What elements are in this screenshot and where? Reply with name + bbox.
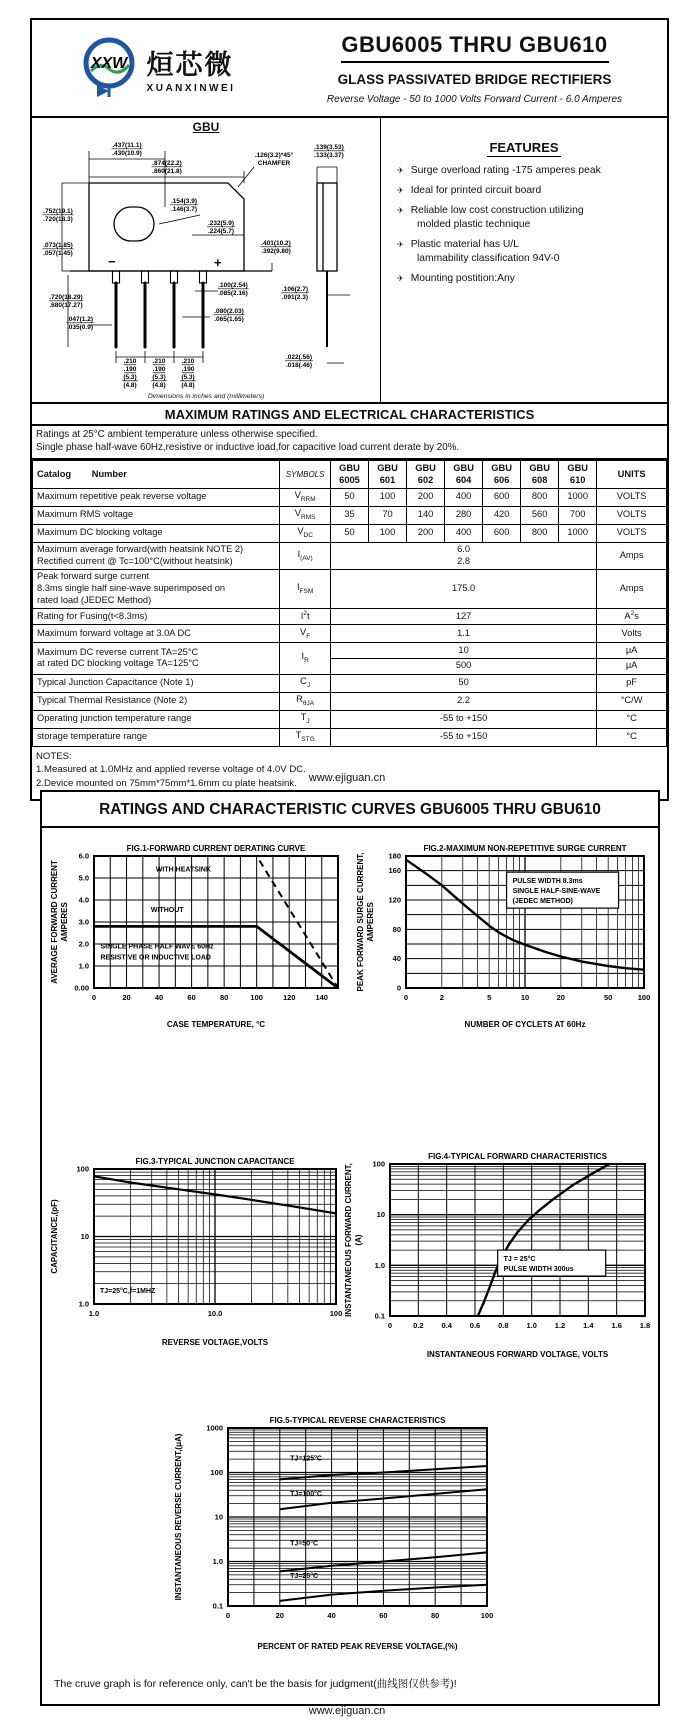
dimension-label: (4.8): [123, 382, 137, 389]
table-cell: Rating for Fusing(t<8.3ms): [33, 608, 280, 625]
table-cell: $V_{DC}$: [280, 524, 331, 542]
dimension-label: (4.8): [181, 382, 195, 389]
table-cell: 200: [407, 488, 445, 506]
chart-text: PULSE WIDTH 300us: [503, 1266, 574, 1274]
chart-text: 6.0: [78, 851, 89, 861]
table-cell: 1.1: [330, 625, 596, 643]
ratings-section-title: MAXIMUM RATINGS AND ELECTRICAL CHARACTERISTICS: [32, 404, 667, 426]
fig3-junction-capacitance-chart: [48, 1155, 348, 1355]
table-cell: Maximum repetitive peak reverse voltage: [33, 488, 280, 506]
dimension-label: .154(3.9): [170, 198, 198, 205]
dimension-label: .073(1.85): [43, 242, 73, 249]
table-cell: Catalog Number: [33, 461, 280, 488]
chart-text: 0: [403, 993, 409, 1002]
chart-text: 0.8: [498, 1321, 509, 1330]
table-cell: Maximum forward voltage at 3.0A DC: [33, 625, 280, 643]
chart-text: TJ=100°C: [290, 1490, 322, 1498]
table-cell: $I_{FSM}$: [280, 569, 331, 608]
features-list: [381, 165, 667, 284]
chart-text: 5.0: [78, 873, 89, 883]
table-cell: 400: [445, 488, 483, 506]
datasheet-page-2: [40, 790, 660, 1706]
dimension-label: CHAMFER: [257, 160, 291, 167]
chart-text: TJ=50°C: [290, 1540, 319, 1548]
chart-text: NUMBER OF CYCLETS AT 60Hz: [464, 1020, 586, 1029]
table-cell: -55 to +150: [330, 710, 596, 728]
dimension-label: .401(10.2): [261, 240, 291, 247]
fig4-forward-characteristics-chart: [342, 1150, 657, 1367]
chart-text: 80: [392, 924, 401, 934]
note-line: 2.Device mounted on 75mm*75mm*1.6mm cu plate heatsink.: [36, 778, 297, 790]
chart-text: 1.0: [78, 961, 89, 971]
dimension-label: .720(18.3): [43, 216, 73, 223]
table-row: [33, 506, 667, 524]
chart-text: SINGLE HALF-SINE-WAVE: [512, 888, 601, 896]
table-cell: GBU 602: [407, 461, 445, 488]
table-cell: VOLTS: [597, 488, 667, 506]
chart-text: AMPERES: [366, 902, 375, 942]
chart-text: 80: [219, 993, 229, 1002]
chart-text: (A): [354, 1234, 363, 1246]
dimension-label: .210: [152, 358, 166, 365]
table-cell: 500: [330, 658, 596, 674]
table-cell: $V_F$: [280, 625, 331, 643]
chart-text: CASE TEMPERATURE, °C: [166, 1020, 266, 1029]
table-cell: Maximum DC blocking voltage: [33, 524, 280, 542]
chart-text: 20: [275, 1611, 284, 1620]
chart-text: WITH HEATSINK: [155, 866, 211, 874]
chart-text: INSTANTANEOUS REVERSE CURRENT,(μA): [174, 1433, 183, 1601]
dimension-label: .106(2.7): [281, 286, 309, 293]
dimension-label: .224(5.7): [207, 228, 235, 235]
ratings-table: [32, 460, 667, 746]
table-row: [33, 728, 667, 746]
dimension-label: (5.3): [152, 374, 166, 381]
chart-text: 120: [388, 895, 401, 905]
chart-text: 1.0: [78, 1299, 89, 1309]
chart-text: RESISTIVE OR INDUCTIVE LOAD: [100, 954, 211, 962]
table-cell: $V_{RRM}$: [280, 488, 331, 506]
dimension-label: .720(18.29): [49, 294, 83, 301]
dimension-label: .437(11.1): [112, 142, 142, 149]
table-cell: $I_R$: [280, 643, 331, 674]
table-cell: GBU 610: [559, 461, 597, 488]
chart-text: 100: [210, 1468, 223, 1477]
table-row: [33, 608, 667, 625]
chart-text: (JEDEC METHOD): [512, 898, 573, 906]
chart-text: CAPACITANCE,(pF): [50, 1199, 59, 1274]
chart-text: PEAK FORWARD SURGE CURRENT,: [356, 852, 365, 992]
chart-text: 20: [556, 993, 565, 1002]
fig5-reverse-characteristics-chart: [172, 1414, 527, 1659]
chart-text: PERCENT OF RATED PEAK REVERSE VOLTAGE,(%): [257, 1642, 458, 1651]
chart-text: 0.1: [212, 1601, 223, 1611]
curves-section-title: RATINGS AND CHARACTERISTIC CURVES GBU6005 THRU GBU610: [42, 792, 658, 828]
chart-text: FIG.3-TYPICAL JUNCTION CAPACITANCE: [135, 1157, 295, 1166]
disclaimer-text: The cruve graph is for reference only, can't be the basis for judgment(曲线图仅供参考)!: [54, 1678, 457, 1690]
dimension-label: .430(10.9): [112, 150, 142, 157]
chart-text: FIG.4-TYPICAL FORWARD CHARACTERISTICS: [428, 1152, 607, 1161]
table-row: [33, 569, 667, 608]
table-cell: Volts: [597, 625, 667, 643]
table-cell: 50: [330, 488, 368, 506]
table-cell: 35: [330, 506, 368, 524]
dimension-label: .035(0.9): [66, 324, 94, 331]
dimension-label: .210: [123, 358, 137, 365]
chart-text: 140: [315, 993, 328, 1002]
chart-text: 0.00: [74, 983, 89, 993]
table-cell: $A^2s$: [597, 608, 667, 625]
dimension-label: .874(22.2): [152, 160, 182, 167]
dimension-label: .146(3.7): [170, 206, 198, 213]
chart-text: 2.0: [78, 939, 89, 949]
chart-text: 80: [431, 1611, 440, 1620]
table-cell: 600: [483, 524, 521, 542]
feature-item-cont: lammability classification 94V-0: [417, 253, 560, 264]
dimension-label: .047(1.2): [66, 316, 94, 323]
chart-text: 100: [480, 1611, 494, 1620]
curve: [478, 1164, 610, 1316]
table-row: [33, 542, 667, 569]
table-cell: -55 to +150: [330, 728, 596, 746]
chart-text: TJ=25°C: [290, 1572, 319, 1580]
chart-text: 0.2: [413, 1321, 424, 1330]
table-cell: 200: [407, 524, 445, 542]
table-cell: 560: [521, 506, 559, 524]
chart-text: 100: [637, 993, 651, 1002]
table-cell: 100: [369, 524, 407, 542]
table-cell: Maximum average forward(with heatsink NOTE 2) Rectified current @ Tc=100°C(without heatsink): [33, 542, 280, 569]
table-cell: 1000: [559, 488, 597, 506]
fig1-derating-curve-chart: [48, 842, 348, 1037]
dimension-label: .392(9.80): [261, 248, 291, 255]
dimension-label: .232(5.9): [207, 220, 235, 227]
table-cell: 2.2: [330, 692, 596, 710]
chart-text: WITHOUT: [150, 907, 184, 915]
feature-item: ✈ Plastic material has U/L: [397, 239, 519, 250]
drawing-and-features: [32, 118, 667, 404]
table-cell: °C/W: [597, 692, 667, 710]
chart-text: 1.4: [583, 1321, 594, 1330]
table-row: [33, 710, 667, 728]
bullet-icon: ✈: [397, 186, 404, 195]
table-cell: Typical Thermal Resistance (Note 2): [33, 692, 280, 710]
table-cell: VOLTS: [597, 506, 667, 524]
chart-text: 1.0: [88, 1309, 100, 1318]
dimension-label: .860(21.8): [152, 168, 182, 175]
table-cell: 1000: [559, 524, 597, 542]
dimension-label: .080(2.03): [214, 308, 244, 315]
table-cell: 127: [330, 608, 596, 625]
chart-text: 100: [250, 993, 263, 1002]
bullet-icon: ✈: [397, 166, 404, 175]
feature-item: ✈ Surge overload rating -175 amperes peak: [397, 165, 601, 176]
table-cell: 140: [407, 506, 445, 524]
table-cell: 400: [445, 524, 483, 542]
chart-text: TJ=125°C: [290, 1455, 322, 1463]
feature-item: ✈ Ideal for printed circuit board: [397, 185, 542, 196]
table-cell: Maximum RMS voltage: [33, 506, 280, 524]
dimension-label: .680(17.27): [49, 302, 83, 309]
chart-text: 1.0: [374, 1260, 385, 1270]
chart-text: 0: [91, 993, 97, 1002]
chart-text: 5: [487, 993, 492, 1002]
chart-text: 1.8: [639, 1321, 651, 1330]
dimension-label: .091(2.3): [281, 294, 309, 301]
chart-text: FIG.5-TYPICAL REVERSE CHARACTERISTICS: [269, 1416, 446, 1425]
chart-text: FIG.1-FORWARD CURRENT DERATING CURVE: [126, 844, 306, 853]
bullet-icon: ✈: [397, 240, 404, 249]
bullet-icon: ✈: [397, 206, 404, 215]
chart-text: 1.6: [611, 1321, 622, 1330]
title-block: [282, 20, 667, 116]
chart-text: AVERAGE FORWARD CURRENT: [50, 860, 59, 984]
conditions-line-2: Single phase half-wave 60Hz,resistive or inductive load,for capacitive load current derate by 20%.: [36, 441, 460, 453]
dimension-label: .018(.46): [285, 362, 313, 369]
polarity-plus: +: [214, 255, 222, 270]
table-cell: °C: [597, 710, 667, 728]
conditions-line-1: Ratings at 25°C ambient temperature unless otherwise specified.: [36, 429, 318, 440]
chart-text: 100: [76, 1164, 89, 1174]
table-cell: GBU 601: [369, 461, 407, 488]
datasheet-page-1: [30, 18, 669, 801]
fig2-svg: [354, 842, 654, 1032]
dimension-label: .210: [181, 358, 195, 365]
chart-text: 0.6: [469, 1321, 481, 1330]
page-title: GBU6005 THRU GBU610: [341, 32, 608, 57]
dimension-label: .085(2.16): [218, 290, 248, 297]
table-cell: $I_{(AV)}$: [280, 542, 331, 569]
feature-item-cont: molded plastic technique: [417, 219, 531, 230]
chart-text: TJ=25°C,f=1MHZ: [99, 1288, 156, 1296]
table-cell: UNITS: [597, 461, 667, 488]
chart-text: 4.0: [78, 895, 89, 905]
table-cell: 600: [483, 488, 521, 506]
polarity-minus: −: [108, 254, 116, 269]
fig1-svg: [48, 842, 348, 1032]
dimension-label: .133(3.37): [314, 152, 344, 159]
fig5-svg: [172, 1414, 527, 1654]
dimension-label: .065(1.65): [214, 316, 244, 323]
dimension-label: .100(2.54): [218, 282, 248, 289]
dimension-label: .190: [123, 366, 137, 373]
table-cell: GBU 604: [445, 461, 483, 488]
chart-text: FIG.2-MAXIMUM NON-REPETITIVE SURGE CURRENT: [423, 844, 627, 853]
table-cell: $V_{RMS}$: [280, 506, 331, 524]
chart-text: 1.2: [554, 1321, 566, 1330]
dimension-label: (5.3): [123, 374, 137, 381]
table-row: [33, 643, 667, 659]
chart-text: 0: [387, 1321, 393, 1330]
package-name: GBU: [192, 120, 220, 134]
chart-text: 100: [329, 1309, 343, 1318]
chart-text: 180: [388, 851, 401, 861]
table-cell: Amps: [597, 569, 667, 608]
features-panel: [380, 118, 667, 402]
table-cell: $T_J$: [280, 710, 331, 728]
table-cell: Operating junction temperature range: [33, 710, 280, 728]
table-cell: Peak forward surge current 8.3ms single half sine-wave superimposed on rated load (JEDEC Method): [33, 569, 280, 608]
table-cell: storage temperature range: [33, 728, 280, 746]
chart-text: 40: [392, 954, 401, 964]
chart-text: 10: [80, 1232, 89, 1241]
table-cell: GBU 6005: [330, 461, 368, 488]
table-row: [33, 524, 667, 542]
brand-name-en: XUANXINWEI: [146, 82, 236, 94]
dimension-label: .752(19.1): [43, 208, 73, 215]
table-cell: SYMBOLS: [280, 461, 331, 488]
chart-text: PULSE WIDTH 8.3ms: [512, 878, 583, 886]
table-cell: 420: [483, 506, 521, 524]
chart-text: 120: [282, 993, 296, 1002]
dimension-label: .022(.56): [285, 354, 313, 361]
note-line: 1.Measured at 1.0MHz and applied reverse voltage of 4.0V DC.: [36, 764, 306, 776]
table-cell: 280: [445, 506, 483, 524]
ratings-conditions: [32, 426, 667, 460]
chart-text: 60: [379, 1611, 388, 1620]
chart-text: 1.0: [212, 1557, 223, 1566]
chart-text: 100: [372, 1159, 385, 1169]
brand-text: [147, 43, 236, 94]
table-cell: °C: [597, 728, 667, 746]
chart-text: 20: [122, 993, 131, 1002]
table-cell: 800: [521, 524, 559, 542]
fig4-svg: [342, 1150, 657, 1362]
table-cell: Typical Junction Capacitance (Note 1): [33, 674, 280, 692]
dimension-label: (4.8): [152, 382, 166, 389]
table-cell: Maximum DC reverse current TA=25°C at rated DC blocking voltage TA=125°C: [33, 643, 280, 674]
doc-ratings-line: Reverse Voltage - 50 to 1000 Volts Forward Current - 6.0 Amperes: [326, 94, 623, 105]
dimension-label: .057(1.45): [43, 250, 73, 257]
chart-text: 1000: [206, 1423, 223, 1433]
table-cell: μA: [597, 643, 667, 659]
table-cell: 700: [559, 506, 597, 524]
table-row: [33, 692, 667, 710]
chart-text: TJ = 25°C: [503, 1256, 536, 1264]
table-row: [33, 674, 667, 692]
table-cell: 10: [330, 643, 596, 659]
chart-text: 10.0: [207, 1309, 223, 1318]
fig2-surge-current-chart: [354, 842, 654, 1037]
table-cell: Amps: [597, 542, 667, 569]
table-cell: 175.0: [330, 569, 596, 608]
chart-text: INSTANTANEOUS FORWARD CURRENT,: [344, 1163, 353, 1317]
table-cell: $C_J$: [280, 674, 331, 692]
chart-text: 50: [604, 993, 613, 1002]
table-cell: GBU 608: [521, 461, 559, 488]
table-cell: 800: [521, 488, 559, 506]
chart-text: 3.0: [78, 917, 89, 927]
table-cell: $T_{STG}$: [280, 728, 331, 746]
chart-text: SINGLE PHASE HALF WAVE 60Hz: [100, 943, 214, 951]
chart-text: 0.1: [374, 1311, 385, 1321]
note-line: NOTES:: [36, 750, 72, 762]
svg-text:XXW: XXW: [90, 55, 127, 72]
features-title: FEATURES: [489, 140, 559, 155]
chart-text: 0.4: [441, 1321, 452, 1330]
chart-text: AMPERES: [60, 902, 69, 942]
table-cell: $I^2t$: [280, 608, 331, 625]
table-cell: μA: [597, 658, 667, 674]
chart-text: 10: [214, 1512, 223, 1522]
package-drawing: [32, 135, 367, 391]
chart-text: 0: [396, 983, 401, 993]
table-cell: 6.0 2.8: [330, 542, 596, 569]
footer-url-1: www.ejiguan.cn: [308, 772, 386, 784]
dimension-label: .139(3.53): [314, 144, 344, 151]
table-cell: VOLTS: [597, 524, 667, 542]
table-row: [33, 488, 667, 506]
table-cell: 100: [369, 488, 407, 506]
table-cell: $R_{\theta JA}$: [280, 692, 331, 710]
table-cell: 70: [369, 506, 407, 524]
dimension-label: (5.3): [181, 374, 195, 381]
chart-text: REVERSE VOLTAGE,VOLTS: [161, 1338, 269, 1347]
header: [32, 20, 667, 118]
chart-text: INSTANTANEOUS FORWARD VOLTAGE, VOLTS: [426, 1350, 609, 1359]
chart-text: 10: [520, 993, 530, 1002]
footer-url-2: www.ejiguan.cn: [308, 1705, 386, 1717]
feature-item: ✈ Reliable low cost construction utilizing: [397, 205, 584, 216]
chart-text: 60: [187, 993, 196, 1002]
doc-subtitle: GLASS PASSIVATED BRIDGE RECTIFIERS: [337, 72, 612, 87]
plot-border: [390, 1164, 645, 1316]
table-row: [33, 461, 667, 488]
bullet-icon: ✈: [397, 274, 404, 283]
drawing-caption: Dimensions in inches and (millimeters): [147, 393, 265, 400]
chart-text: 0: [225, 1611, 231, 1620]
brand-logo: [32, 20, 282, 116]
table-cell: 50: [330, 674, 596, 692]
chart-text: 10: [376, 1210, 385, 1220]
dimension-label: .190: [152, 366, 166, 373]
chart-text: 160: [388, 866, 401, 876]
package-drawing-panel: [32, 118, 380, 402]
dimension-label: .190: [181, 366, 195, 373]
table-cell: GBU 606: [483, 461, 521, 488]
fig3-svg: [48, 1155, 348, 1350]
table-cell: pF: [597, 674, 667, 692]
chart-text: 40: [154, 993, 164, 1002]
dimension-label: .126(3.2)*45°: [254, 152, 294, 159]
chart-text: 1.0: [526, 1321, 537, 1330]
brand-logo-icon: [79, 35, 141, 101]
table-cell: 50: [330, 524, 368, 542]
chart-text: 2: [439, 993, 444, 1002]
table-row: [33, 625, 667, 643]
chart-text: 40: [327, 1611, 336, 1620]
title-underline: [341, 61, 609, 63]
feature-item: ✈ Mounting postition:Any: [397, 273, 515, 284]
brand-name-cn: 烜芯微: [146, 49, 234, 80]
